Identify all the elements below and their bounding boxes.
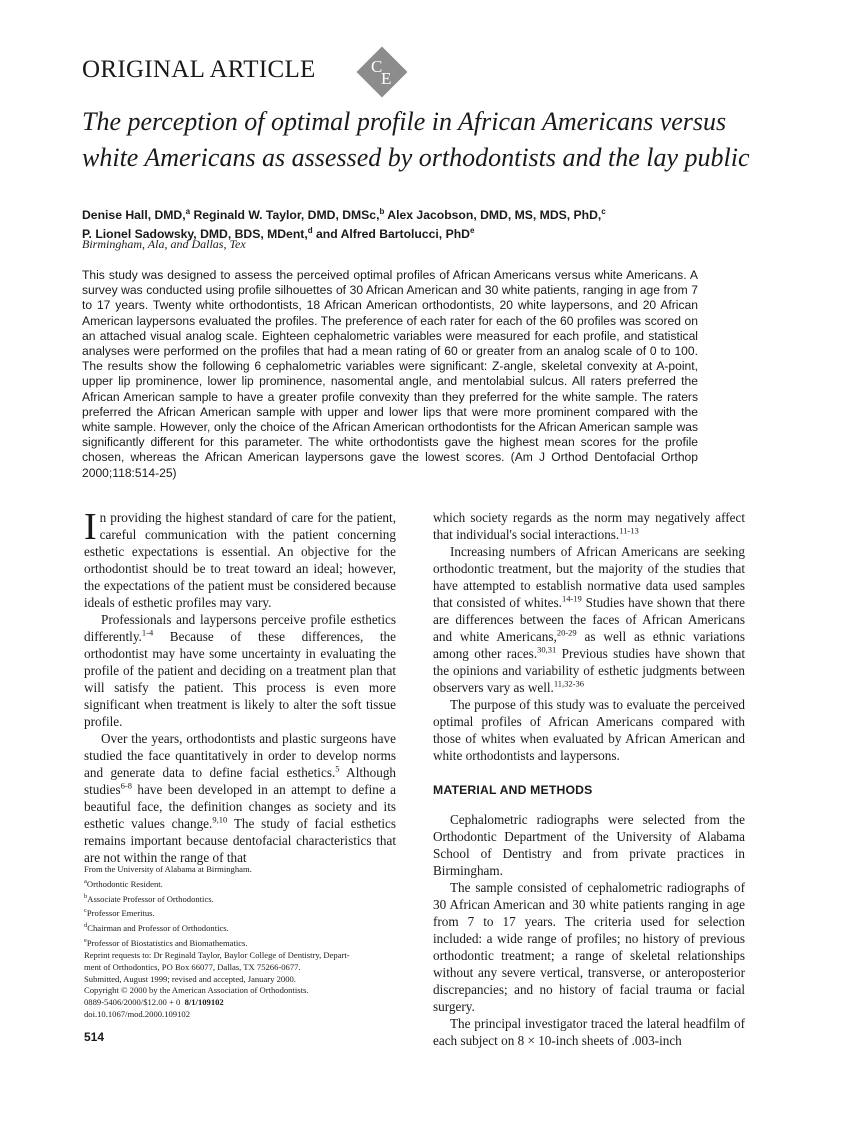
footnote: Copyright © 2000 by the American Association of Orthodontists.	[84, 985, 309, 996]
citation: 1-4	[141, 627, 154, 638]
body-column-right	[433, 509, 745, 1049]
author-name: P. Lionel Sadowsky, DMD, BDS, MDent,	[82, 227, 308, 242]
citation: 9,10	[212, 814, 228, 825]
title-line-1: The perception of optimal profile in African Americans versus	[82, 107, 727, 136]
footnote: $^b$Associate Professor of Orthodontics.	[84, 892, 214, 904]
paragraph: The principal investigator traced the lateral headfilm of each subject on 8 × 10-inch sheets of .003-inch	[433, 1016, 745, 1048]
citation: 30,31	[537, 644, 557, 655]
drop-cap: I	[84, 506, 97, 548]
citation: 20-29	[556, 627, 577, 638]
badge-letter-e: E	[381, 69, 392, 88]
citation: 11,32-36	[553, 678, 584, 689]
author-name: Denise Hall, DMD,	[82, 208, 186, 223]
author-affiliation-mark: a	[185, 207, 191, 216]
author-name: Alex Jacobson, DMD, MS, MDS, PhD,	[384, 208, 602, 223]
footnote: $^c$Professor Emeritus.	[84, 907, 155, 919]
article-title	[82, 104, 782, 176]
author-location: Birmingham, Ala, and Dallas, Tex	[82, 237, 246, 251]
footnote: $^a$Orthodontic Resident.	[84, 877, 163, 889]
paragraph: Professionals and laypersons perceive profile esthetics differently.$^{1-4}$ Because of these differences, the orthodontist may have some uncertainty in evaluating the profile of the patient and deciding on a treatment plan that will satisfy the patient. This process is even more significant when treatment is likely to alter the soft tissue profile.	[84, 612, 396, 729]
paragraph: Over the years, orthodontists and plastic surgeons have studied the face quantitatively in order to develop norms and generate data to define facial esthetics.$^5$ Although studies$^{6-8}$ have been developed in an attempt to define a beautiful face, the definition changes as society and its esthetic values change.$^{9,10}$ The study of facial esthetics remains important because dentofacial characteristics that are not within the range of that	[84, 731, 397, 865]
article-type-label: ORIGINAL ARTICLE	[82, 56, 316, 83]
body-column-left	[84, 506, 397, 866]
paragraph: Increasing numbers of African Americans are seeking orthodontic treatment, but the majority of the studies that have attempted to establish normative data used samples that consisted of whites.$^{14-19}$ Studies have shown that there are differences between the faces of African Americans and white Americans,$^{20-29}$ as well as ethnic variations among other races.$^{30,31}$ Previous studies have shown that the opinions and variability of esthetic judgments between observers vary as well.$^{11,32-36}$	[433, 544, 746, 695]
paragraph: Cephalometric radiographs were selected from the Orthodontic Department of the University of Alabama School of Dentistry and from private practices in Birmingham.	[433, 812, 745, 878]
footnotes	[84, 864, 374, 1021]
citation: 5	[335, 763, 340, 774]
footnote: Submitted, August 1999; revised and accepted, January 2000.	[84, 973, 296, 984]
footnote: $^e$Professor of Biostatistics and Biomathematics.	[84, 936, 248, 948]
paragraph: which society regards as the norm may negatively affect that individual's social interactions.$^{11-13}$	[433, 510, 745, 542]
author-affiliation-mark: b	[379, 207, 385, 216]
footnote: ment of Orthodontics, PO Box 66077, Dallas, TX 75266-0677.	[84, 961, 301, 972]
author-name: and Alfred Bartolucci, PhD	[312, 227, 470, 242]
author-name: Reginald W. Taylor, DMD, DMSc,	[190, 208, 380, 223]
abstract: This study was designed to assess the perceived optimal profiles of African Americans versus white Americans. A survey was conducted using profile silhouettes of 30 African American and 30 white patients, ranging in age from 7 to 17 years. Twenty white orthodontists, 18 African American orthodontists, 20 white laypersons, and 20 African American laypersons evaluated the profiles. The preference of each rater for each of the 60 profiles was scored on an attached visual analog scale. Eighteen cephalometric variables were measured for each profile, and statistical analyses were performed on the profiles that had a mean rating of 60 or greater from an analog scale of 0 to 100. The results show the following 6 cephalometric variables were significant: Z-angle, skeletal convexity at A-point, upper lip prominence, lower lip prominence, nasomental angle, and mentolabial sulcus. All raters preferred the African American sample to have a greater profile convexity than they preferred for the white sample. The raters preferred the African American sample with upper and lower lips that were more prominent compared with the white sample. However, only the choice of the African American orthodontists for the African American sample was significantly different for this parameter. The white orthodontists gave the highest mean scores for the profile chosen, whereas the African American laypersons gave the lowest scores. (Am J Orthod Dentofacial Orthop 2000;118:514-25)	[82, 268, 698, 480]
page-number: 514	[84, 1030, 105, 1044]
paragraph: The purpose of this study was to evaluate the perceived optimal profiles of African Americans compared with those of whites when evaluated by African American and white orthodontists and laypersons.	[433, 697, 745, 763]
badge-letter-c: C	[371, 57, 383, 76]
paragraph: The sample consisted of cephalometric radiographs of 30 African American and 30 white patients ranging in age from 7 to 17 years. The criteria used for selection included: a wide range of profiles; no history of previous orthodontic treatment; a range of skeletal relationships without any severe vertical, transverse, or anteroposterior discrepancies; and no history of facial trauma or facial surgery.	[433, 880, 745, 1014]
author-affiliation-mark: c	[601, 207, 606, 216]
footnote: Reprint requests to: Dr Reginald Taylor, Baylor College of Dentistry, Depart-	[84, 949, 350, 960]
footnote: doi.10.1067/mod.2000.109102	[84, 1009, 190, 1020]
author-affiliation-mark: d	[307, 226, 313, 236]
footnote: 0889-5406/2000/$12.00 + 0 8/1/109102	[84, 997, 224, 1008]
citation: 14-19	[561, 593, 582, 604]
footnote: $^d$Chairman and Professor of Orthodontics.	[84, 922, 229, 934]
citation: 6-8	[120, 780, 132, 791]
citation: 11-13	[619, 525, 639, 536]
ce-badge-icon	[356, 46, 408, 98]
section-heading: MATERIAL AND METHODS	[433, 783, 593, 797]
paragraph: n providing the highest standard of care for the patient, careful communication with the patient concerning esthetic expectations is essential. An objective for the orthodontist should be to treat toward an ideal; however, the expectations of the patient must be considered because ideals of esthetic profiles may vary.	[84, 510, 396, 610]
author-affiliation-mark: e	[469, 226, 475, 236]
footnote: From the University of Alabama at Birmingham.	[84, 864, 252, 874]
title-line-2: white Americans as assessed by orthodontists and the lay public	[82, 143, 750, 172]
